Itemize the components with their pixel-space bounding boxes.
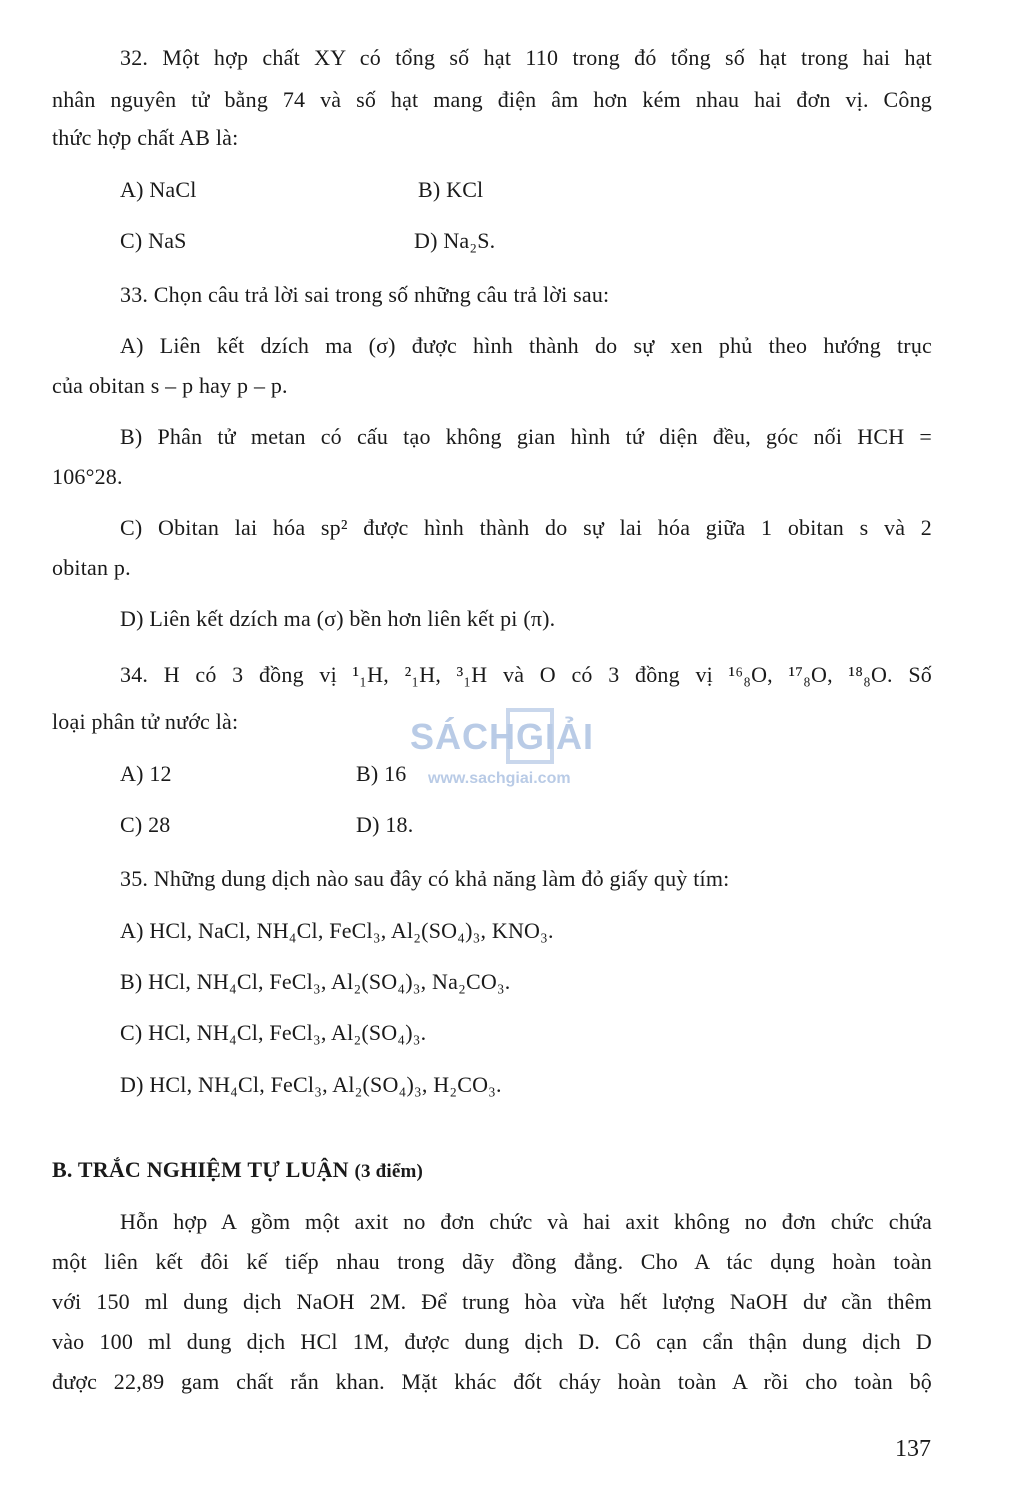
q35-option-c: C) HCl, NH₄Cl, FeCl₃, Al₂(SO₄)₃.: [120, 1020, 427, 1045]
section-b-para-line-1: Hỗn hợp A gồm một axit no đơn chức và hai axit không no đơn chức chứa: [120, 1209, 932, 1234]
q33-line-1: 33. Chọn câu trả lời sai trong số những câu trả lời sau:: [120, 282, 610, 307]
q34-option-a: A) 12: [120, 761, 172, 786]
q33-option-a-line-1: A) Liên kết dzích ma (σ) được hình thành do sự xen phủ theo hướng trục: [120, 333, 932, 358]
q33-option-d: D) Liên kết dzích ma (σ) bền hơn liên kết pi (π).: [120, 606, 556, 631]
q33-option-b-line-2: 106°28.: [52, 464, 123, 489]
q32-option-d: D) Na₂S.: [414, 228, 496, 253]
q32-option-c: C) NaS: [120, 228, 187, 253]
q34-option-b: B) 16: [356, 761, 407, 786]
q32-option-b: B) KCl: [418, 177, 484, 202]
q35-option-a: A) HCl, NaCl, NH₄Cl, FeCl₃, Al₂(SO₄)₃, KNO₃.: [120, 918, 554, 943]
section-b-title: B. TRẮC NGHIỆM TỰ LUẬN: [52, 1157, 349, 1182]
q34-option-c: C) 28: [120, 812, 171, 837]
q33-option-a-line-2: của obitan s – p hay p – p.: [52, 373, 288, 398]
section-b-points: (3 điểm): [354, 1161, 424, 1182]
q35-line-1: 35. Những dung dịch nào sau đây có khả năng làm đỏ giấy quỳ tím:: [120, 866, 730, 891]
q35-option-b: B) HCl, NH₄Cl, FeCl₃, Al₂(SO₄)₃, Na₂CO₃.: [120, 969, 511, 994]
q32-line-3: thức hợp chất AB là:: [52, 125, 239, 150]
watermark-url: www.sachgiai.com: [428, 770, 571, 787]
page-number: 137: [895, 1436, 931, 1462]
watermark-logo: [410, 700, 670, 800]
q34-line-1: 34. H có 3 đồng vị ¹₁H, ²₁H, ³₁H và O có 3 đồng vị ¹⁶₈O, ¹⁷₈O, ¹⁸₈O. Số: [120, 662, 932, 687]
section-b-para-line-4: vào 100 ml dung dịch HCl 1M, được dung dịch D. Cô cạn cẩn thận dung dịch D: [52, 1329, 932, 1354]
q33-option-b-line-1: B) Phân tử metan có cấu tạo không gian hình tứ diện đều, góc nối HCH =: [120, 424, 932, 449]
section-b-para-line-2: một liên kết đôi kế tiếp nhau trong dãy đồng đẳng. Cho A tác dụng hoàn toàn: [52, 1249, 932, 1274]
q32-line-1: 32. Một hợp chất XY có tổng số hạt 110 trong đó tổng số hạt trong hai hạt: [120, 45, 932, 70]
q33-option-c-line-1: C) Obitan lai hóa sp² được hình thành do sự lai hóa giữa 1 obitan s và 2: [120, 515, 932, 540]
q34-line-2: loại phân tử nước là:: [52, 709, 239, 734]
q33-option-c-line-2: obitan p.: [52, 555, 131, 580]
q34-option-d: D) 18.: [356, 812, 414, 837]
section-b-para-line-5: được 22,89 gam chất rắn khan. Mặt khác đốt cháy hoàn toàn A rồi cho toàn bộ: [52, 1369, 932, 1394]
section-b-para-line-3: với 150 ml dung dịch NaOH 2M. Để trung hòa vừa hết lượng NaOH dư cần thêm: [52, 1289, 932, 1314]
section-b-heading: [52, 1156, 423, 1186]
q32-option-a: A) NaCl: [120, 177, 197, 202]
q32-line-2: nhân nguyên tử bằng 74 và số hạt mang điện âm hơn kém nhau hai đơn vị. Công: [52, 87, 932, 112]
q35-option-d: D) HCl, NH₄Cl, FeCl₃, Al₂(SO₄)₃, H₂CO₃.: [120, 1072, 502, 1097]
watermark-title: SÁCHGIẢI: [410, 716, 595, 757]
